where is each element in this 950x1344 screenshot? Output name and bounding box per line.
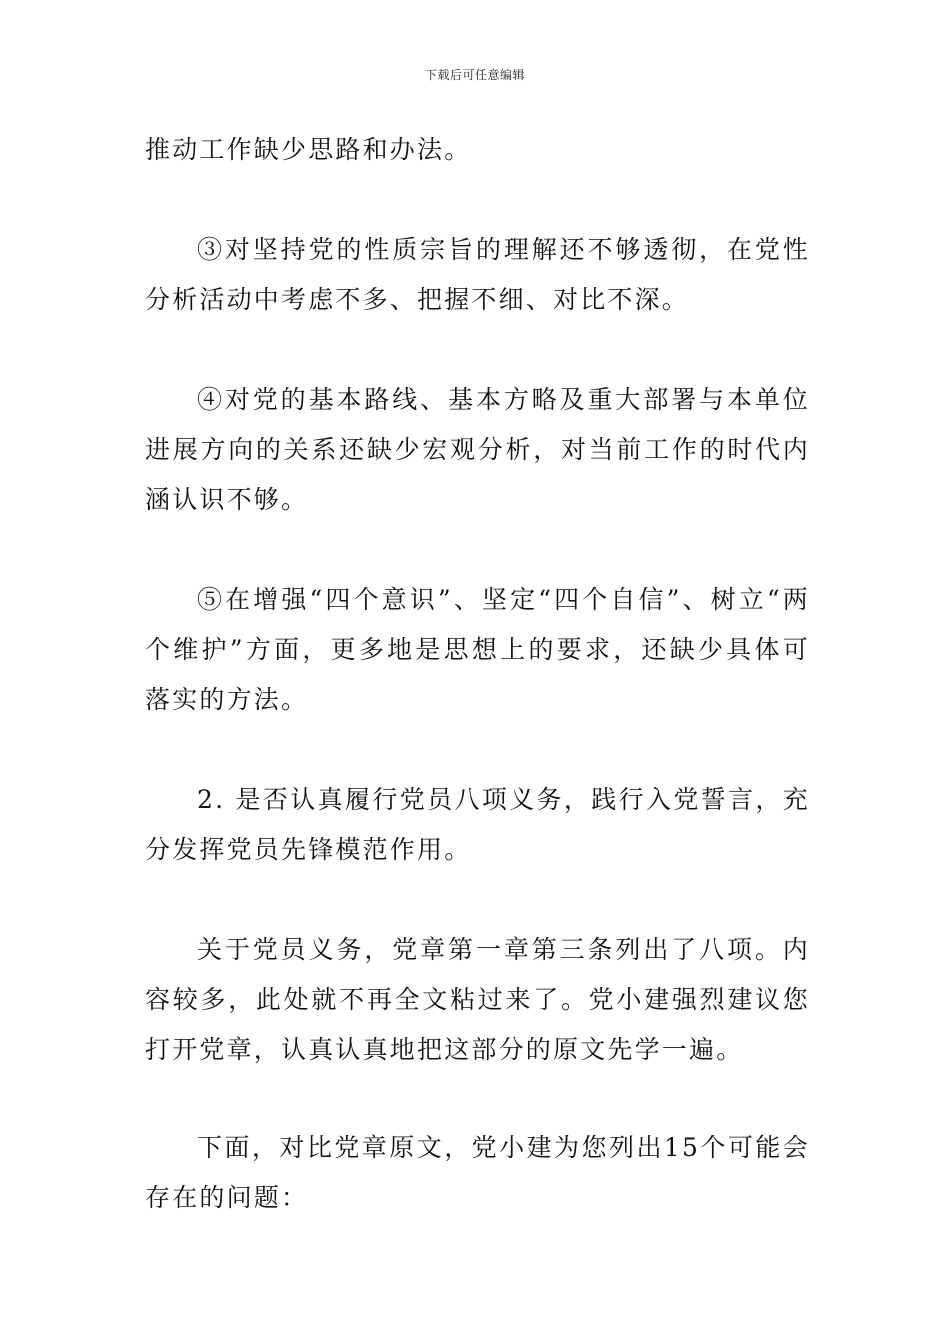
paragraph-section-2: 2. 是否认真履行党员八项义务，践行入党誓言，充分发挥党员先锋模范作用。 — [145, 785, 810, 864]
paragraph-continuation: 推动工作缺少思路和办法。 — [145, 135, 472, 164]
page-header: 下载后可任意编辑 — [424, 68, 525, 82]
paragraph-problem-list-intro: 下面，对比党章原文，党小建为您列出15个可能会存在的问题： — [145, 1133, 810, 1212]
paragraph-party-duties: 关于党员义务，党章第一章第三条列出了八项。内容较多，此处就不再全文粘过来了。党小建强烈建议您打开党章，认真认真地把这部分的原文先学一遍。 — [145, 935, 810, 1064]
paragraph-item-4: ④对党的基本路线、基本方略及重大部署与本单位进展方向的关系还缺少宏观分析，对当前工作的时代内涵认识不够。 — [145, 385, 810, 514]
paragraph-item-5: ⑤在增强“四个意识”、坚定“四个自信”、树立“两个维护”方面，更多地是思想上的要求，还缺少具体可落实的方法。 — [145, 585, 810, 714]
paragraph-item-3: ③对坚持党的性质宗旨的理解还不够透彻，在党性分析活动中考虑不多、把握不细、对比不深。 — [145, 235, 810, 314]
